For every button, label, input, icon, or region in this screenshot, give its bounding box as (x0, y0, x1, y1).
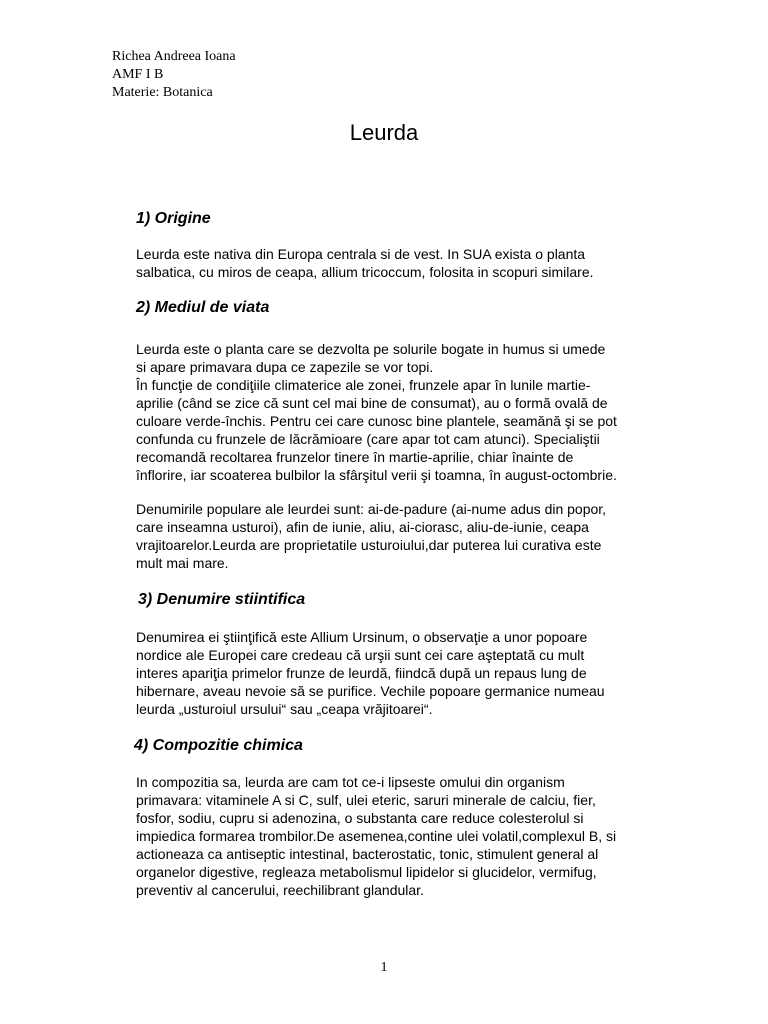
section-heading-denumire: 3) Denumire stiintifica (138, 591, 306, 608)
text-line: actioneaza ca antiseptic intestinal, bacterostatic, tonic, stimulent general al (136, 846, 599, 862)
text-line: In compozitia sa, leurda are cam tot ce-i lipseste omului din organism (136, 774, 565, 790)
section-heading-compozitie: 4) Compozitie chimica (134, 737, 303, 754)
paragraph-origine (136, 245, 656, 281)
author-name: Richea Andreea Ioana (112, 49, 236, 64)
text-line: aprilie (când se zice că sunt cel mai bine de consumat), au o formă ovală de (136, 395, 608, 411)
text-line: hibernare, aveau nevoie să se purifice. Vechile popoare germanice numeau (136, 683, 605, 699)
text-line: culoare verde-închis. Pentru cei care cunosc bine plantele, seamănă şi se pot (136, 413, 617, 429)
text-line: Denumirea ei ştiinţifică este Allium Ursinum, o observaţie a unor popoare (136, 629, 588, 645)
text-line: Leurda este nativa din Europa centrala si de vest. In SUA exista o planta (136, 246, 586, 262)
text-line: leurda „usturoiul ursului“ sau „ceapa vrăjitoarei“. (136, 701, 433, 717)
text-line: confunda cu frunzele de lăcrămioare (care apar tot cam atunci). Specialiştii (136, 431, 600, 447)
header-block (112, 48, 236, 102)
student-group: AMF I B (112, 67, 164, 82)
text-line: Leurda este o planta care se dezvolta pe solurile bogate in humus si umede (136, 341, 606, 357)
text-line: salbatica, cu miros de ceapa, allium tricoccum, folosita in scopuri similare. (136, 264, 594, 280)
text-line: interes apariţia primelor frunze de leurdă, fiindcă după un repaus lung de (136, 665, 587, 681)
text-line: nordice ale Europei care credeau că urşii sunt cei care aşteptată cu mult (136, 647, 585, 663)
text-line: care inseamna usturoi), afin de iunie, aliu, ai-ciorasc, aliu-de-iunie, ceapa (136, 519, 589, 535)
paragraph-denumire (136, 628, 656, 718)
text-line: Denumirile populare ale leurdei sunt: ai-de-padure (ai-nume adus din popor, (136, 501, 607, 517)
text-line: înflorire, iar scoaterea bulbilor la sfârşitul verii şi toamna, în august-octombrie. (136, 467, 617, 483)
section-heading-mediul: 2) Mediul de viata (136, 299, 270, 316)
paragraph-compozitie (136, 773, 656, 899)
section-heading-origine: 1) Origine (136, 210, 211, 227)
text-line: impiedica formarea trombilor.De asemenea,contine ulei volatil,complexul B, si (136, 828, 617, 844)
page-number: 1 (380, 960, 388, 975)
text-line: vrajitoarelor.Leurda are proprietatile usturoiului,dar puterea lui curativa este (136, 537, 602, 553)
text-line: si apare primavara dupa ce zapezile se vor topi. (136, 359, 434, 375)
text-line: preventiv al cancerului, reechilibrant glandular. (136, 882, 424, 898)
text-line: recomandă recoltarea frunzelor tinere în martie-aprilie, chiar înainte de (136, 449, 574, 465)
text-line: primavara: vitaminele A si C, sulf, ulei eteric, saruri minerale de calciu, fier, (136, 792, 596, 808)
text-line: mult mai mare. (136, 555, 229, 571)
document-title: Leurda (349, 120, 419, 145)
paragraph-mediul-1 (136, 340, 656, 484)
text-line: organelor digestive, regleaza metabolismul lipidelor si glucidelor, vermifug, (136, 864, 597, 880)
paragraph-mediul-2 (136, 500, 656, 572)
text-line: În funcţie de condiţiile climaterice ale zonei, frunzele apar în lunile martie- (136, 377, 591, 393)
subject-line: Materie: Botanica (112, 85, 213, 100)
text-line: fosfor, sodiu, cupru si adenozina, o substanta care reduce colesterolul si (136, 810, 584, 826)
